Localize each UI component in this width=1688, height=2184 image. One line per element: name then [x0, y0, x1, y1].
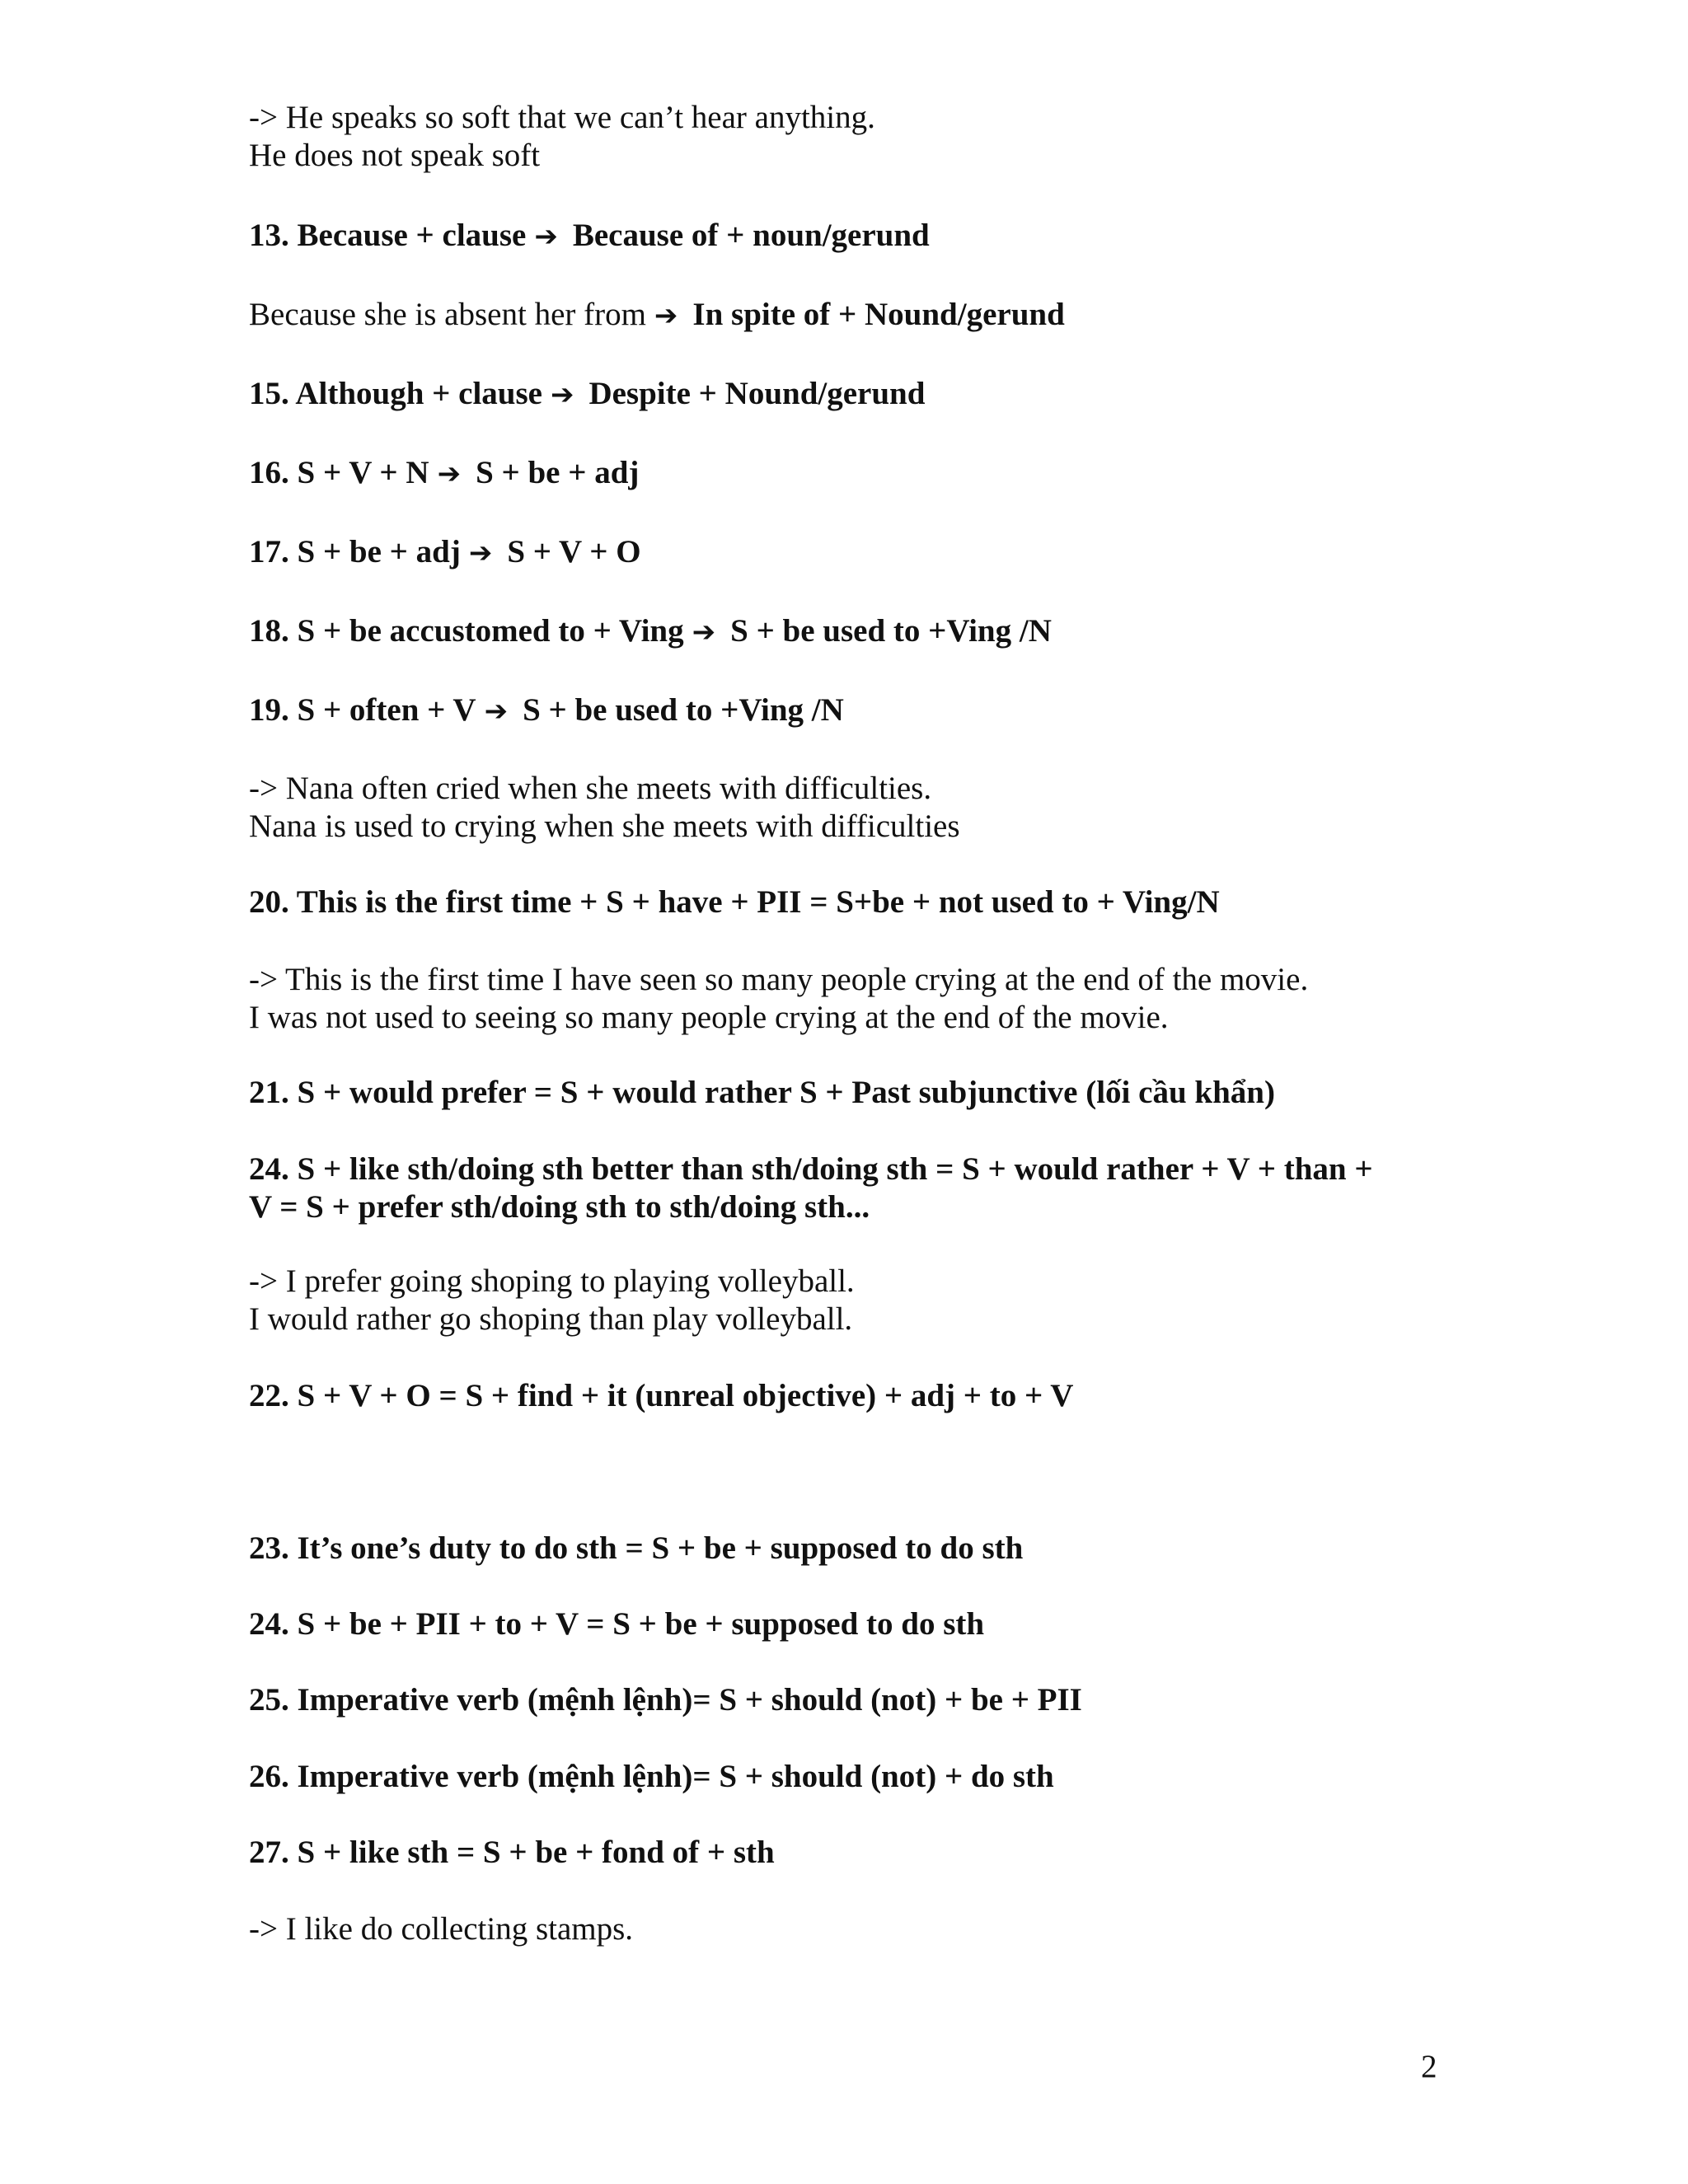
arrow-icon: ➔ [468, 537, 493, 569]
rule-left: 15. Although + clause [249, 376, 542, 411]
rule-26: 26. Imperative verb (mệnh lệnh)= S + should (not) + do sth [249, 1759, 1054, 1794]
rule-24b: 24. S + be + PII + to + V = S + be + supposed to do sth [249, 1606, 985, 1642]
rule-22: 22. S + V + O = S + find + it (unreal objective) + adj + to + V [249, 1378, 1074, 1413]
rule-right: S + be + adj [476, 455, 640, 490]
rule-right: In spite of + Nound/gerund [692, 297, 1065, 332]
arrow-icon: ➔ [692, 616, 716, 649]
rule-left: Because she is absent her from [249, 297, 646, 332]
example-line: Nana is used to crying when she meets with difficulties [249, 808, 960, 844]
rule-23: 23. It’s one’s duty to do sth = S + be + supposed to do sth [249, 1530, 1024, 1566]
page-number: 2 [1421, 2049, 1437, 2084]
rule-right: Despite + Nound/gerund [588, 376, 926, 411]
rule-left: 13. Because + clause [249, 218, 527, 253]
rule-15 [249, 375, 925, 414]
rule-right: Because of + noun/gerund [572, 218, 930, 253]
rule-left: 17. S + be + adj [249, 534, 461, 569]
rule-27: 27. S + like sth = S + be + fond of + sth [249, 1835, 775, 1870]
rule-17 [249, 533, 641, 572]
example-line: -> This is the first time I have seen so many people crying at the end of the movie. [249, 962, 1309, 997]
arrow-icon: ➔ [484, 695, 509, 728]
rule-13 [249, 217, 930, 255]
rule-left: 19. S + often + V [249, 692, 476, 728]
arrow-icon: ➔ [534, 220, 558, 253]
rule-24a: 24. S + like sth/doing sth better than sth/doing sth = S + would rather + V + than + [249, 1151, 1373, 1187]
rule-right: S + V + O [507, 534, 641, 569]
arrow-icon: ➔ [550, 378, 574, 411]
example-line: -> I prefer going shoping to playing volleyball. [249, 1263, 855, 1299]
rule-left: 16. S + V + N [249, 455, 429, 490]
rule-left: 18. S + be accustomed to + Ving [249, 613, 684, 649]
rule-24a-cont: V = S + prefer sth/doing sth to sth/doing sth... [249, 1189, 870, 1225]
arrow-icon: ➔ [437, 457, 462, 490]
example-line: -> Nana often cried when she meets with difficulties. [249, 771, 932, 806]
rule-16 [249, 454, 639, 493]
example-line: I would rather go shoping than play volleyball. [249, 1301, 853, 1337]
example-line: I was not used to seeing so many people crying at the end of the movie. [249, 1000, 1169, 1035]
rule-19 [249, 691, 844, 730]
rule-right: S + be used to +Ving /N [523, 692, 844, 728]
rule-21: 21. S + would prefer = S + would rather S + Past subjunctive (lối cầu khẩn) [249, 1075, 1275, 1110]
rule-right: S + be used to +Ving /N [730, 613, 1052, 649]
example-line: -> He speaks so soft that we can’t hear anything. [249, 100, 875, 135]
example-line: -> I like do collecting stamps. [249, 1911, 634, 1947]
rule-20: 20. This is the first time + S + have + PII = S+be + not used to + Ving/N [249, 884, 1220, 920]
rule-25: 25. Imperative verb (mệnh lệnh)= S + should (not) + be + PII [249, 1682, 1082, 1718]
arrow-icon: ➔ [654, 299, 678, 332]
example-line: He does not speak soft [249, 138, 541, 173]
rule-14 [249, 296, 1065, 335]
rule-18 [249, 612, 1052, 651]
